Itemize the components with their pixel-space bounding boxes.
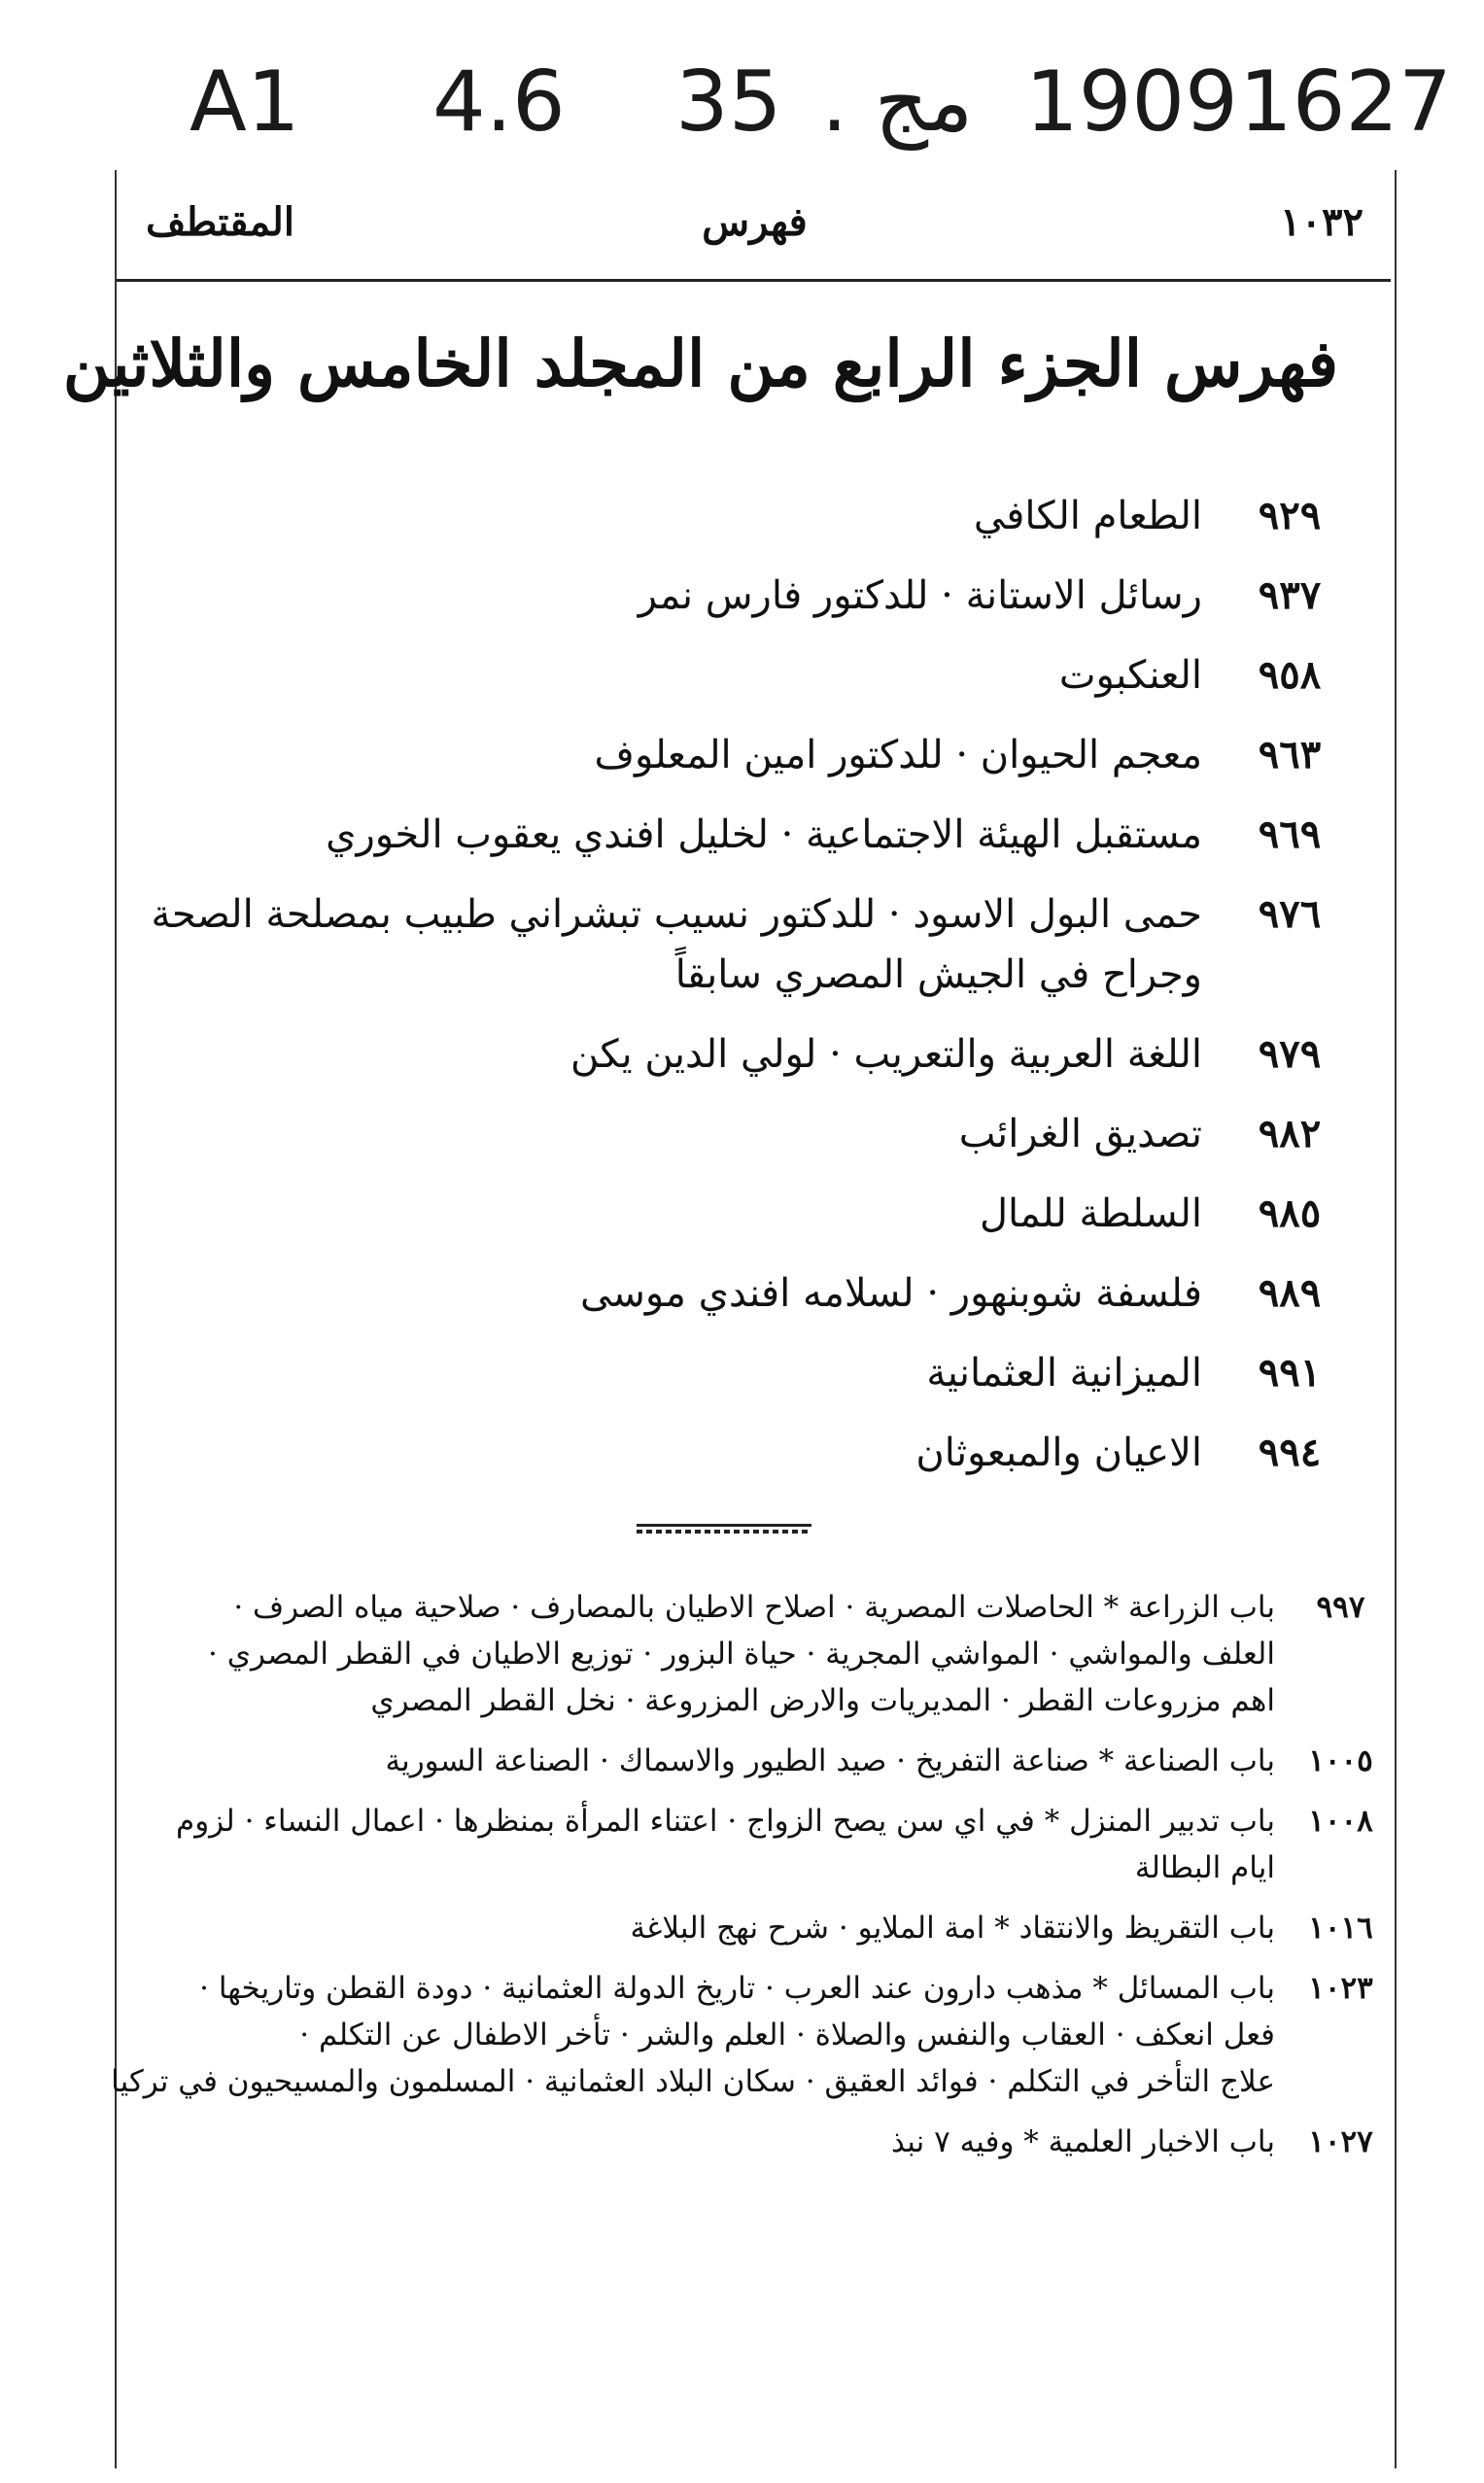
entry-page: ٩٣٧ — [1258, 572, 1322, 618]
list-item — [126, 1024, 1358, 1085]
handwritten-annotation — [190, 53, 1453, 160]
entry-title: الميزانية العثمانية — [926, 1351, 1202, 1396]
section-line: باب المسائل * مذهب دارون عند العرب · تاريخ الدولة العثمانية · دودة القطن وتاريخها · — [199, 1971, 1275, 2006]
entry-title: رسائل الاستانة · للدكتور فارس نمر — [638, 573, 1202, 618]
entry-page: ٩٩٤ — [1258, 1430, 1322, 1475]
entry-title: الطعام الكافي — [973, 494, 1202, 538]
page-title: فهرس الجزء الرابع من المجلد الخامس والثلاثين — [62, 326, 1338, 401]
entry-title: معجم الحيوان · للدكتور امين المعلوف — [594, 733, 1202, 777]
list-item — [126, 805, 1358, 865]
section-text — [126, 1584, 1285, 1724]
list-item — [126, 1798, 1397, 1891]
list-item — [126, 486, 1358, 546]
section-page: ١٠٠٥ — [1308, 1743, 1373, 1778]
page-number: ١٠٣٢ — [1280, 199, 1363, 245]
list-item — [126, 1905, 1397, 1951]
handwritten-mark: 1909 — [1025, 53, 1238, 151]
entry-page: ٩٢٩ — [1258, 493, 1322, 538]
section-line: باب التقريظ والانتقاد * امة الملايو · شرح نهج البلاغة — [630, 1911, 1275, 1946]
section-text — [126, 1905, 1285, 1951]
section-text — [126, 1798, 1285, 1891]
section-page: ١٠١٦ — [1308, 1911, 1373, 1946]
entry-page: ٩٧٩ — [1258, 1031, 1322, 1077]
section-line: ايام البطالة — [1134, 1850, 1275, 1885]
list-item — [126, 1263, 1358, 1324]
entry-title: الاعيان والمبعوثان — [915, 1431, 1202, 1475]
section-line: العلف والمواشي · المواشي المجرية · حياة البزور · توزيع الاطيان في القطر المصري · — [208, 1637, 1275, 1672]
journal-name: المقتطف — [146, 199, 294, 245]
section-text — [111, 1965, 1285, 2105]
running-header — [117, 199, 1393, 267]
entry-page: ٩٥٨ — [1258, 652, 1322, 698]
section-text — [126, 1738, 1285, 1784]
section-page: ١٠٢٧ — [1308, 2124, 1373, 2159]
section-line: علاج التأخر في التكلم · فوائد العقيق · سكان البلاد العثمانية · المسلمون والمسيحيون في تركيا — [111, 2064, 1275, 2099]
handwritten-mark: 1627 — [1239, 53, 1452, 151]
section-page: ٩٩٧ — [1316, 1590, 1365, 1625]
sections-list — [111, 1584, 1397, 2179]
handwritten-mark: 35 — [675, 53, 782, 151]
entry-title: السلطة للمال — [979, 1191, 1202, 1236]
list-item — [126, 1738, 1397, 1784]
list-item — [126, 566, 1358, 626]
entry-page: ٩٦٣ — [1258, 732, 1322, 777]
section-page: ١٠٠٨ — [1308, 1804, 1373, 1839]
list-item — [126, 2119, 1397, 2165]
list-item — [126, 1423, 1358, 1483]
list-item — [126, 725, 1358, 785]
entry-title: فلسفة شوبنهور · لسلامه افندي موسى — [580, 1271, 1202, 1316]
section-title: فهرس — [702, 199, 808, 245]
section-line: باب الاخبار العلمية * وفيه ٧ نبذ — [891, 2124, 1275, 2159]
section-line: باب تدبير المنزل * في اي سن يصح الزواج · اعتناء المرأة بمنظرها · اعمال النساء · لزوم — [176, 1804, 1275, 1839]
list-item — [126, 1343, 1358, 1403]
section-line: باب الزراعة * الحاصلات المصرية · اصلاح الاطيان بالمصارف · صلاحية مياه الصرف · — [233, 1590, 1275, 1625]
handwritten-mark: 4.6 — [432, 53, 566, 151]
handwritten-mark: A1 — [190, 53, 300, 151]
list-item — [111, 1965, 1397, 2105]
articles-list — [126, 486, 1358, 1502]
entry-page: ٩٧٦ — [1258, 891, 1322, 937]
section-text — [126, 2119, 1285, 2165]
list-item — [126, 645, 1358, 706]
entry-page: ٩٨٩ — [1258, 1270, 1322, 1316]
handwritten-mark: . مج — [821, 53, 974, 151]
section-line: فعل انعكف · العقاب والنفس والصلاة · العلم والشر · تأخر الاطفال عن التكلم · — [299, 2017, 1275, 2052]
entry-page: ٩٩١ — [1258, 1350, 1322, 1396]
ornamental-divider — [637, 1524, 811, 1536]
list-item — [126, 1184, 1358, 1244]
entry-title: مستقبل الهيئة الاجتماعية · لخليل افندي يعقوب الخوري — [326, 812, 1202, 857]
entry-title: تصديق الغرائب — [958, 1112, 1202, 1156]
entry-page: ٩٦٩ — [1258, 811, 1322, 857]
header-rule — [117, 279, 1391, 282]
section-line: اهم مزروعات القطر · المديريات والارض المزروعة · نخل القطر المصري — [370, 1683, 1275, 1718]
list-item — [126, 884, 1358, 1005]
entry-title: حمى البول الاسود · للدكتور نسيب تبشراني طبيب بمصلحة الصحة وجراح في الجيش المصري سابقاً — [151, 892, 1202, 997]
list-item — [126, 1104, 1358, 1164]
entry-title: اللغة العربية والتعريب · لولي الدين يكن — [570, 1032, 1202, 1077]
section-line: باب الصناعة * صناعة التفريخ · صيد الطيور والاسماك · الصناعة السورية — [385, 1743, 1275, 1778]
list-item — [126, 1584, 1397, 1724]
entry-page: ٩٨٥ — [1258, 1190, 1322, 1236]
section-page: ١٠٢٣ — [1308, 1971, 1373, 2006]
entry-page: ٩٨٢ — [1258, 1111, 1322, 1156]
entry-title: العنكبوت — [1058, 653, 1202, 698]
